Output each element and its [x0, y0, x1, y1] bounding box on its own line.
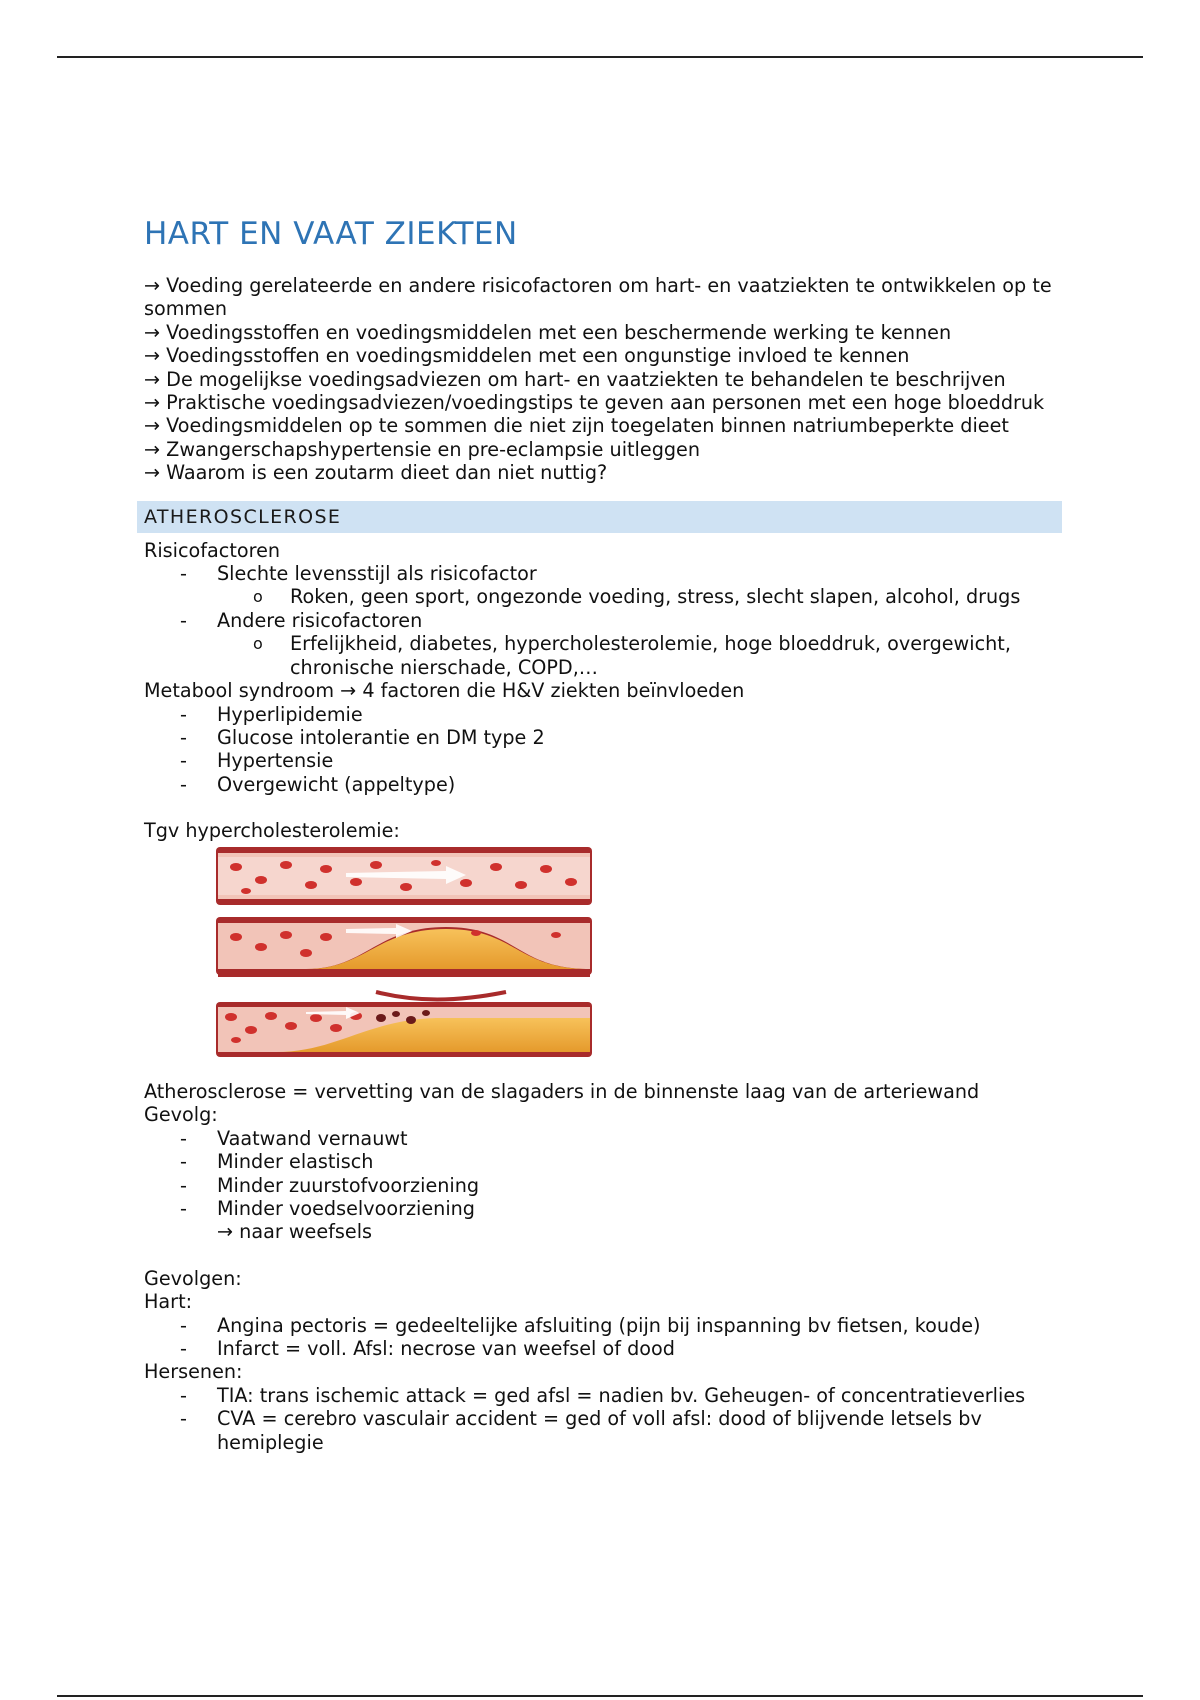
gevolg-title: Gevolg: [144, 1103, 218, 1127]
objective-2: → Voedingsstoffen en voedingsmiddelen met een beschermende werking te kennen [144, 320, 952, 344]
learning-objectives [144, 274, 1062, 485]
page-title: HART EN VAAT ZIEKTEN [144, 216, 518, 252]
page-top-rule [57, 56, 1143, 58]
objective-8: → Waarom is een zoutarm dieet dan niet nuttig? [144, 461, 608, 485]
list-item: - Vaatwand vernauwt [180, 1126, 408, 1150]
objective-5: → Praktische voedingsadviezen/voedingstips te geven aan personen met een hoge bloeddruk [144, 391, 1045, 415]
hersenen-title: Hersenen: [144, 1360, 243, 1384]
definition: Atherosclerose = vervetting van de slagaders in de binnenste laag van de arteriewand [144, 1079, 980, 1103]
list-item: - Minder elastisch [180, 1150, 374, 1174]
list-item: - Slechte levensstijl als risicofactor [180, 562, 537, 586]
gevolgen-title: Gevolgen: [144, 1266, 242, 1290]
list-item: - Glucose intolerantie en DM type 2 [180, 725, 545, 749]
gevolg-note: → naar weefsels [217, 1220, 373, 1244]
hart-title: Hart: [144, 1290, 193, 1314]
list-item: - Overgewicht (appeltype) [180, 772, 456, 796]
objective-7: → Zwangerschapshypertensie en pre-eclampsie uitleggen [144, 437, 701, 461]
objective-3: → Voedingsstoffen en voedingsmiddelen met een ongunstige invloed te kennen [144, 344, 910, 368]
document-page [144, 210, 1062, 1454]
objective-4: → De mogelijkse voedingsadviezen om hart- en vaatziekten te behandelen te beschrijven [144, 367, 1006, 391]
list-item: - TIA: trans ischemic attack = ged afsl = nadien bv. Geheugen- of concentratieverlies [180, 1383, 1026, 1407]
risk-factors-title: Risicofactoren [144, 538, 281, 562]
objective-6: → Voedingsmiddelen op te sommen die niet zijn toegelaten binnen natriumbeperkte dieet [144, 414, 1009, 438]
list-item: - Hyperlipidemie [180, 702, 363, 726]
page-bottom-rule [57, 1695, 1143, 1697]
artery-with-plaque [216, 917, 592, 1000]
sub-list-item: o Roken, geen sport, ongezonde voeding, stress, slecht slapen, alcohol, drugs [253, 585, 1021, 609]
list-item: - Andere risicofactoren [180, 608, 423, 632]
list-item: - Minder voedselvoorziening [180, 1196, 475, 1220]
objective-1: → Voeding gerelateerde en andere risicofactoren om hart- en vaatziekten te ontwikkelen op te sommen [144, 274, 1052, 321]
list-item: - Hypertensie [180, 749, 334, 773]
list-item: - CVA = cerebro vasculair accident = ged of voll afsl: dood of blijvende letsels bv hemiplegie [180, 1407, 982, 1454]
metabolic-syndrome-title: Metabool syndroom → 4 factoren die H&V ziekten beïnvloeden [144, 679, 745, 703]
figure-caption: Tgv hypercholesterolemie: [144, 819, 400, 843]
list-item: - Angina pectoris = gedeeltelijke afsluiting (pijn bij inspanning bv fietsen, koude) [180, 1313, 981, 1337]
blocked-artery [216, 1002, 592, 1057]
artery-plaque-illustration [216, 847, 592, 1057]
healthy-artery [216, 847, 592, 905]
sub-list-item: o Erfelijkheid, diabetes, hypercholesterolemie, hoge bloeddruk, overgewicht, chronische nierschade, COPD,… [253, 632, 1011, 679]
list-item: - Minder zuurstofvoorziening [180, 1173, 480, 1197]
list-item: - Infarct = voll. Afsl: necrose van weefsel of dood [180, 1337, 675, 1360]
section-heading-atherosclerose: ATHEROSCLEROSE [137, 501, 1062, 533]
